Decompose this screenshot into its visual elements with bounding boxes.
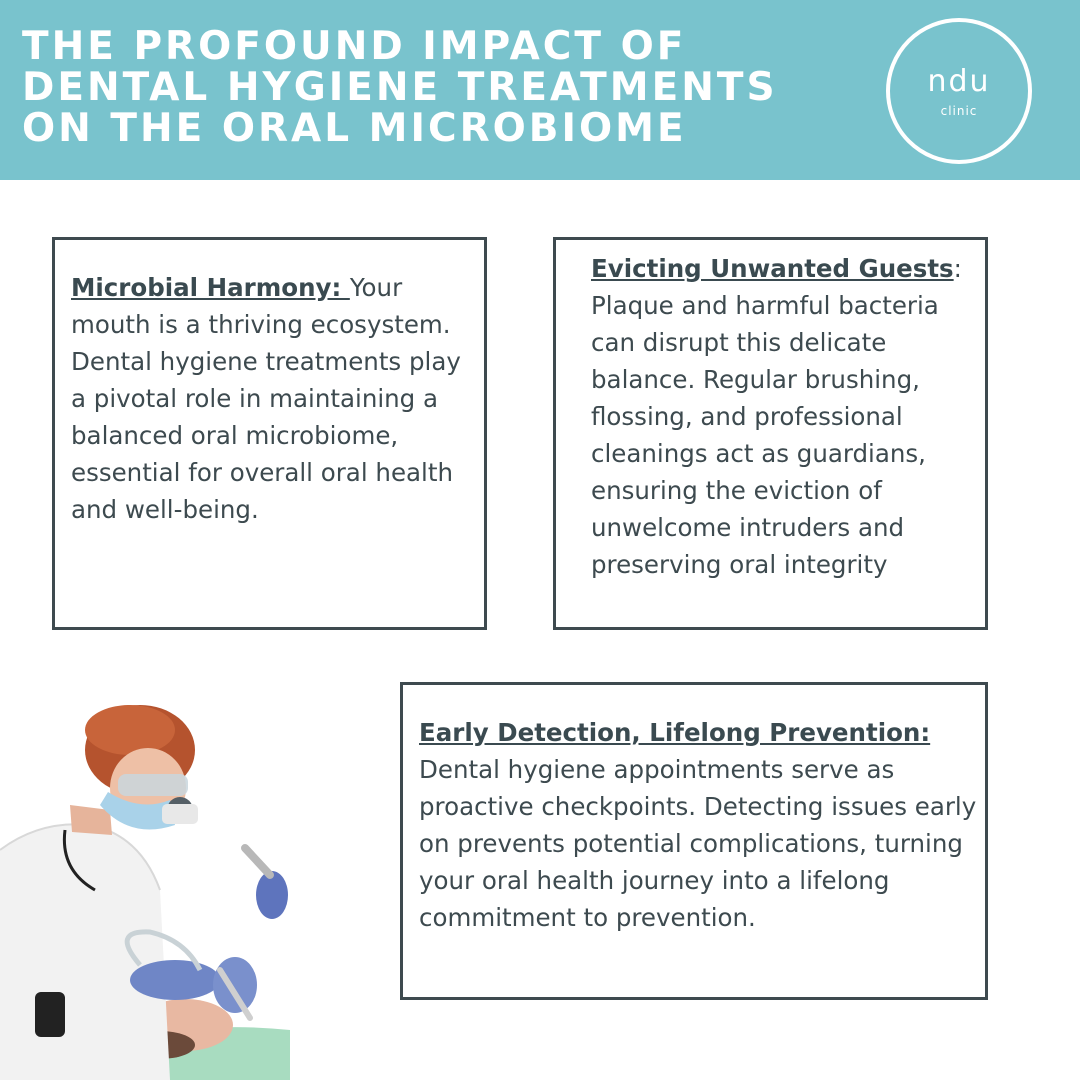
card-text (591, 250, 981, 583)
card-text (419, 714, 979, 936)
info-card-evicting-guests (553, 237, 988, 630)
card-body: : Plaque and harmful bacteria can disrupt this delicate balance. Regular brushing, flossing, and professional cleanings act as guardians, ensuring the eviction of unwelcome intruders and preserving oral integrity (591, 254, 962, 579)
card-body: Dental hygiene appointments serve as proactive checkpoints. Detecting issues early on prevents potential complications, turning your oral health journey into a lifelong commitment to prevention. (419, 755, 977, 932)
page-title (22, 26, 862, 149)
info-card-early-detection (400, 682, 988, 1000)
dental-hygienist-photo (0, 700, 290, 1080)
card-heading: Evicting Unwanted Guests (591, 254, 954, 283)
title-line-3: ON THE ORAL MICROBIOME (22, 106, 687, 151)
logo-wordmark: ndu (927, 64, 991, 99)
card-heading: Microbial Harmony: (71, 273, 350, 302)
title-line-1: THE PROFOUND IMPACT OF (22, 24, 687, 69)
card-body: Your mouth is a thriving ecosystem. Dental hygiene treatments play a pivotal role in maintaining a balanced oral microbiome, essential for overall oral health and well-being. (71, 273, 461, 524)
card-heading: Early Detection, Lifelong Prevention: (419, 718, 931, 747)
card-text (71, 269, 471, 528)
header-banner (0, 0, 1080, 180)
logo-subtext: clinic (940, 104, 978, 118)
title-line-2: DENTAL HYGIENE TREATMENTS (22, 65, 778, 110)
info-card-microbial-harmony (52, 237, 487, 630)
clinic-logo (886, 18, 1032, 164)
